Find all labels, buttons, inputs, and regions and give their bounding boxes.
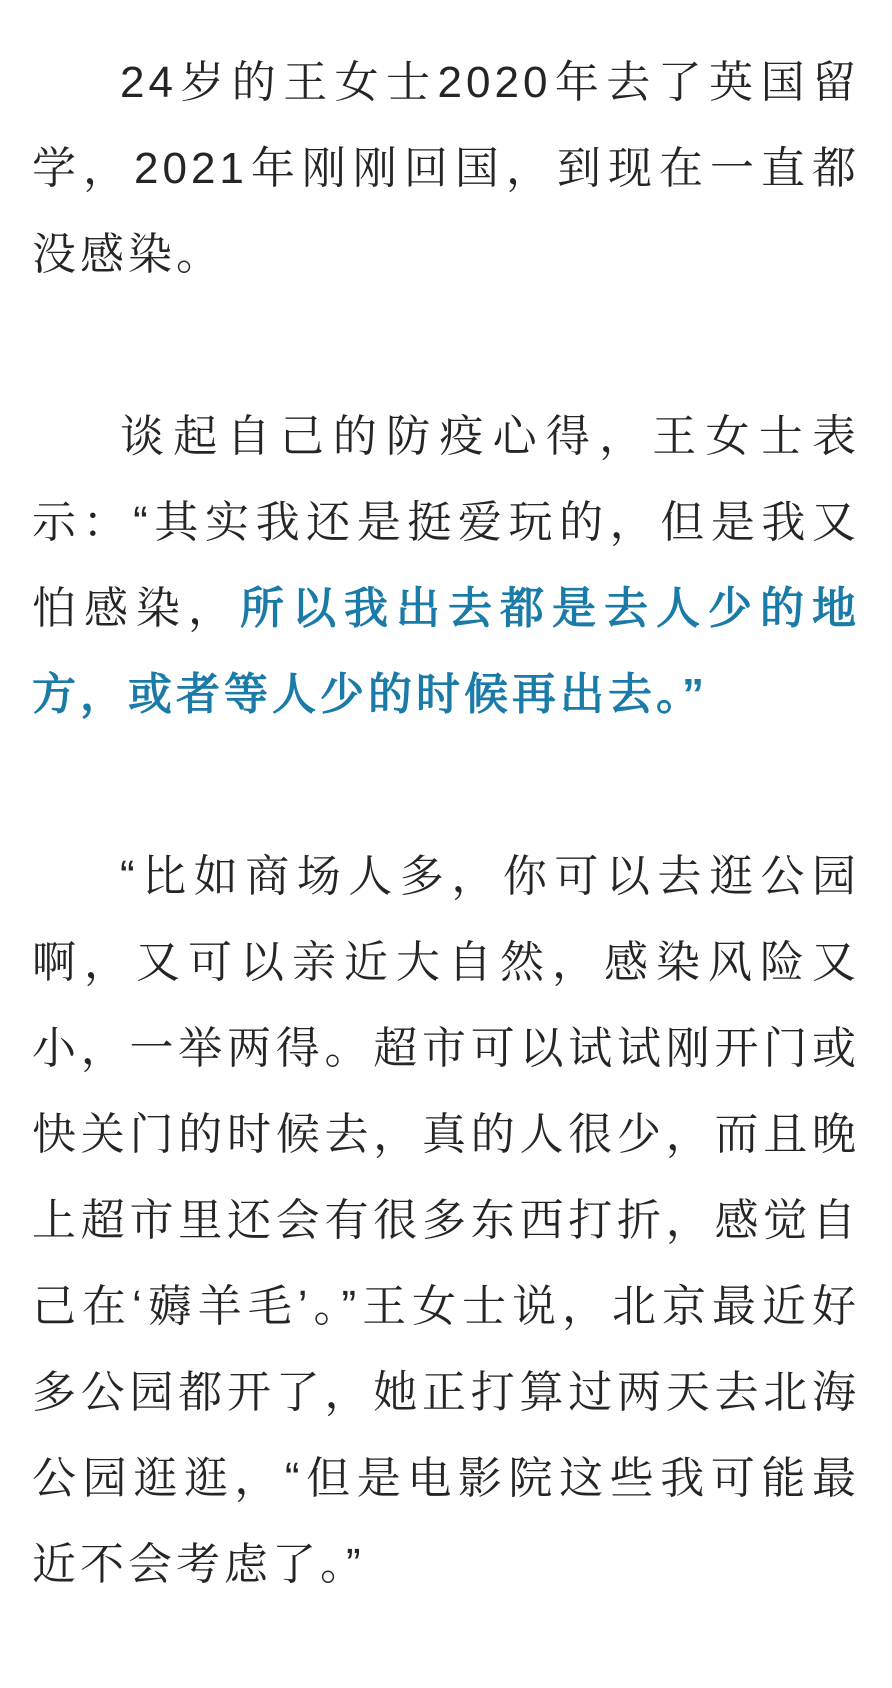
article-paragraph	[32, 40, 860, 298]
article-paragraph	[32, 394, 860, 738]
highlighted-quote-text: 所以我出去都是去人少的地方，或者等人少的时候再出去。”	[32, 584, 860, 719]
paragraph-text: 24岁的王女士2020年去了英国留学，2021年刚刚回国，到现在一直都没感染。	[32, 58, 860, 279]
paragraph-text: 谈起自己的防疫心得，王女士表示：“其实我还是挺爱玩的，但是我又怕感染，	[32, 412, 860, 633]
article-paragraph	[32, 834, 860, 1608]
paragraph-text: “比如商场人多，你可以去逛公园啊，又可以亲近大自然，感染风险又小，一举两得。超市可以试试刚开门或快关门的时候去，真的人很少，而且晚上超市里还会有很多东西打折，感觉自己在‘薅羊毛’。”王女士说，北京最近好多公园都开了，她正打算过两天去北海公园逛逛，“但是电影院这些我可能最近不会考虑了。”	[32, 852, 860, 1589]
